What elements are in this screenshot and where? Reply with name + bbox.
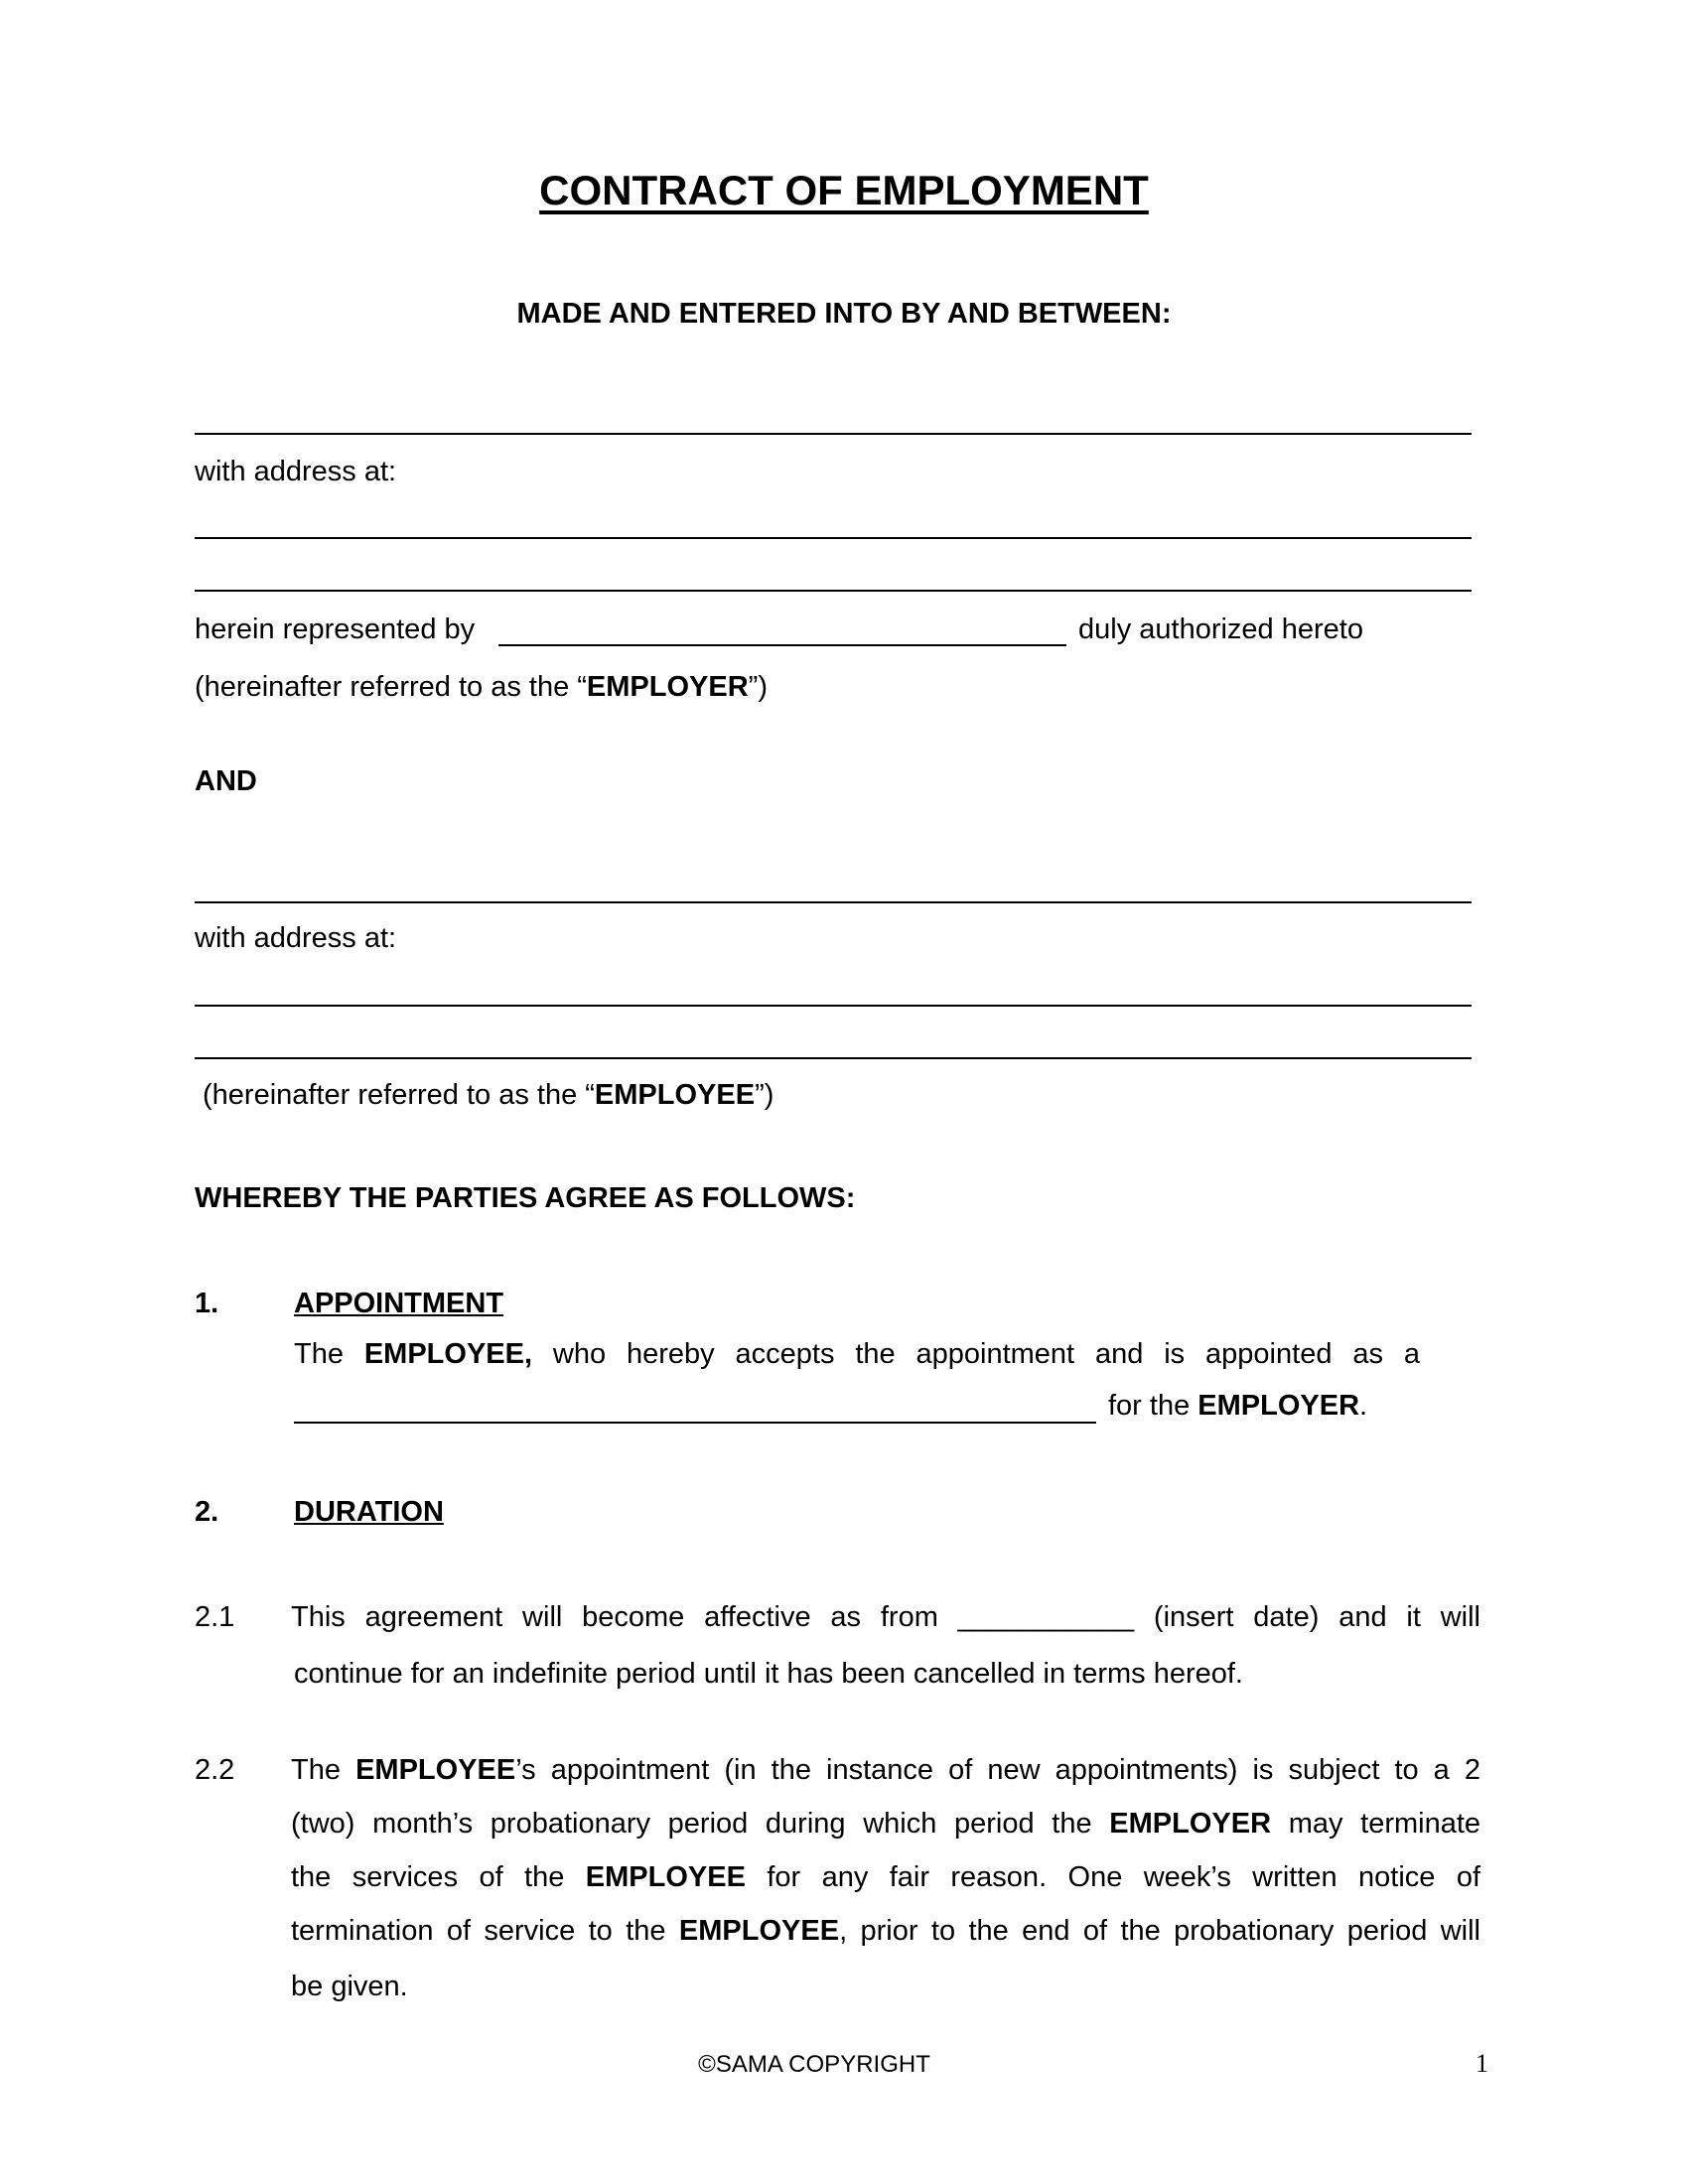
text: the services of the bbox=[291, 1861, 565, 1893]
clause-2-2-line-5: be given. bbox=[291, 1971, 408, 2002]
word: is bbox=[1164, 1338, 1186, 1370]
word: hereby bbox=[626, 1338, 715, 1370]
position-title-blank[interactable] bbox=[294, 1422, 1096, 1424]
word: the bbox=[855, 1338, 896, 1370]
whereby-heading: WHEREBY THE PARTIES AGREE AS FOLLOWS: bbox=[195, 1182, 856, 1214]
word: accepts bbox=[735, 1338, 835, 1370]
employer-referred-line bbox=[195, 671, 768, 704]
text: (two) month’s probationary period during which period the bbox=[291, 1808, 1092, 1840]
employee-address-label: with address at: bbox=[195, 922, 397, 954]
employer-term: EMPLOYER bbox=[1197, 1390, 1360, 1422]
employer-address-label: with address at: bbox=[195, 456, 397, 487]
section-2-number: 2. bbox=[195, 1496, 219, 1528]
clause-2-1-line-2: continue for an indefinite period until it has been cancelled in terms hereof. bbox=[294, 1658, 1243, 1690]
employer-address-blank-2[interactable] bbox=[195, 590, 1472, 592]
text: , prior to the end of the probationary period will bbox=[839, 1915, 1481, 1947]
section-1-line-2 bbox=[1108, 1390, 1367, 1423]
employer-term: EMPLOYER bbox=[1109, 1808, 1272, 1840]
document-title: CONTRACT OF EMPLOYMENT bbox=[539, 167, 1149, 213]
employee-term: EMPLOYEE, bbox=[363, 1338, 533, 1370]
section-1-line-1 bbox=[294, 1338, 1420, 1371]
employer-referred-prefix: (hereinafter referred to as the “ bbox=[195, 671, 587, 703]
section-1-number: 1. bbox=[195, 1288, 219, 1319]
clause-2-1-line-1 bbox=[291, 1601, 1480, 1634]
employee-term: EMPLOYEE bbox=[355, 1754, 516, 1786]
represented-by-suffix: duly authorized hereto bbox=[1078, 614, 1363, 645]
word: appointed bbox=[1205, 1338, 1333, 1370]
clause-2-2-line-3 bbox=[291, 1861, 1480, 1894]
effective-date-blank[interactable]: ___________ bbox=[957, 1601, 1135, 1633]
employee-address-blank-2[interactable] bbox=[195, 1057, 1472, 1059]
employee-referred-prefix: (hereinafter referred to as the “ bbox=[203, 1079, 595, 1111]
employee-referred-term: EMPLOYEE bbox=[594, 1079, 756, 1111]
clause-2-2-line-4 bbox=[291, 1915, 1480, 1948]
text: The bbox=[291, 1754, 341, 1786]
employee-referred-line bbox=[203, 1079, 774, 1112]
employee-referred-suffix: ”) bbox=[755, 1079, 774, 1111]
clause-2-1-text-a: This agreement will become affective as from bbox=[291, 1601, 938, 1633]
clause-2-1-text-b: (insert date) and it will bbox=[1153, 1601, 1480, 1633]
copyright-footer: ©SAMA COPYRIGHT bbox=[698, 2051, 930, 2078]
employer-referred-term: EMPLOYER bbox=[586, 671, 749, 703]
word: a bbox=[1403, 1338, 1420, 1370]
clause-2-2-number: 2.2 bbox=[195, 1754, 235, 1786]
document-subtitle: MADE AND ENTERED INTO BY AND BETWEEN: bbox=[516, 298, 1172, 330]
employee-term: EMPLOYEE bbox=[678, 1915, 840, 1947]
word: as bbox=[1352, 1338, 1383, 1370]
text: for any fair reason. One week’s written notice of bbox=[767, 1861, 1481, 1893]
word: appointment bbox=[915, 1338, 1075, 1370]
text: termination of service to the bbox=[291, 1915, 666, 1947]
clause-2-1-number: 2.1 bbox=[195, 1601, 235, 1633]
section-1-line-2-text: for the bbox=[1108, 1390, 1191, 1422]
page-number: 1 bbox=[1476, 2049, 1488, 2078]
employer-address-blank-1[interactable] bbox=[195, 537, 1472, 539]
employee-address-blank-1[interactable] bbox=[195, 1005, 1472, 1007]
word: and bbox=[1094, 1338, 1144, 1370]
text: ’s appointment (in the instance of new appointments) is subject to a 2 bbox=[515, 1754, 1481, 1786]
text: may terminate bbox=[1288, 1808, 1481, 1840]
representative-blank[interactable] bbox=[498, 644, 1066, 646]
employer-name-blank[interactable] bbox=[195, 433, 1472, 435]
and-label: AND bbox=[195, 765, 257, 797]
period: . bbox=[1359, 1390, 1368, 1422]
word: who bbox=[552, 1338, 607, 1370]
clause-2-2-line-2 bbox=[291, 1808, 1480, 1841]
employer-referred-suffix: ”) bbox=[748, 671, 768, 703]
section-1-heading: APPOINTMENT bbox=[294, 1288, 504, 1319]
section-2-heading: DURATION bbox=[294, 1496, 444, 1528]
word: The bbox=[294, 1338, 344, 1370]
employee-name-blank[interactable] bbox=[195, 901, 1472, 903]
employee-term: EMPLOYEE bbox=[585, 1861, 746, 1893]
represented-by-prefix: herein represented by bbox=[195, 614, 476, 645]
clause-2-2-line-1 bbox=[291, 1754, 1480, 1787]
